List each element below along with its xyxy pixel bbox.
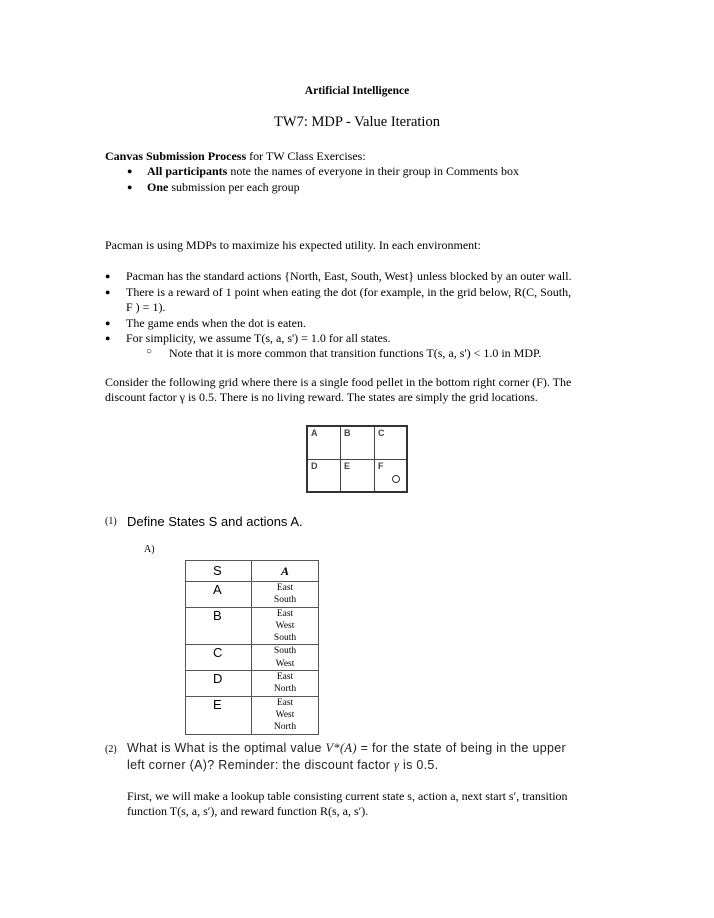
bullet-icon: ●	[105, 271, 111, 281]
action-item: West	[275, 658, 295, 669]
bullet-icon: ●	[105, 333, 111, 343]
gamma-symbol: γ	[394, 758, 400, 772]
bullet-icon: ●	[127, 166, 133, 176]
grid-cell	[308, 460, 341, 492]
grid-cell	[375, 427, 408, 459]
action-item: East	[276, 697, 294, 708]
question-number: (1)	[105, 516, 117, 527]
state-cell: A	[186, 582, 252, 608]
state-cell: E	[186, 696, 252, 734]
assignment-title: TW7: MDP - Value Iteration	[274, 114, 440, 130]
actions-cell	[252, 696, 319, 734]
table-header-s: S	[186, 561, 252, 582]
submission-item-bold: One	[147, 180, 169, 194]
action-item: East	[276, 672, 294, 683]
bullet-icon: ●	[127, 182, 133, 192]
action-item: North	[273, 722, 297, 733]
rule-item: The game ends when the dot is eaten.	[126, 316, 306, 330]
action-item: West	[275, 620, 295, 631]
grid-cell	[375, 460, 408, 492]
grid-cell-label: E	[344, 461, 351, 471]
intro-text: Pacman is using MDPs to maximize his expected utility. In each environment:	[105, 238, 481, 252]
grid-cell	[308, 427, 341, 459]
grid-cell-label: F	[378, 461, 384, 471]
question-number: (2)	[105, 744, 117, 755]
grid-cell-label: A	[311, 428, 318, 438]
rule-item: Pacman has the standard actions {North, East, South, West} unless blocked by an outer wall.	[126, 269, 572, 283]
actions-cell	[252, 671, 319, 697]
actions-cell	[252, 607, 319, 645]
table-row	[186, 671, 319, 697]
states-actions-table	[185, 560, 319, 735]
grid-cell-label: C	[378, 428, 385, 438]
value-function-symbol: V*(A)	[325, 741, 357, 755]
table-row	[186, 696, 319, 734]
bullet-icon: ●	[105, 287, 111, 297]
bullet-icon: ●	[105, 318, 111, 328]
lookup-description-line: First, we will make a lookup table consisting current state s, action a, next start s′, transition	[127, 789, 568, 803]
question-text-part: left corner (A)? Reminder: the discount factor	[127, 758, 394, 772]
answer-label: A)	[144, 544, 155, 555]
action-item: East	[276, 608, 294, 619]
state-cell: B	[186, 607, 252, 645]
grid-cell-label: B	[344, 428, 351, 438]
table-row	[186, 607, 319, 645]
lookup-description-line: function T(s, a, s′), and reward function R(s, a, s′).	[127, 804, 369, 818]
question-text-part: is 0.5.	[399, 758, 439, 772]
rule-item-continued: F ) = 1).	[126, 300, 166, 314]
question-text-part: What is What is the optimal value	[127, 741, 326, 755]
grid-description-line: discount factor γ is 0.5. There is no living reward. The states are simply the grid locations.	[105, 390, 538, 404]
submission-item-bold: All participants	[147, 164, 228, 178]
action-item: South	[273, 595, 297, 606]
question-text	[127, 758, 438, 773]
question-text-part: = for the state of being in the upper	[356, 741, 566, 755]
question-text	[127, 741, 566, 756]
action-item: West	[275, 709, 295, 720]
rule-item: For simplicity, we assume T(s, a, s') = 1.0 for all states.	[126, 331, 391, 345]
submission-item	[147, 164, 519, 178]
action-item: South	[273, 633, 297, 644]
actions-cell	[252, 582, 319, 608]
submission-item	[147, 180, 300, 194]
grid-cell-label: D	[311, 461, 318, 471]
action-item: East	[276, 583, 294, 593]
action-item: South	[273, 646, 297, 657]
pacman-grid-figure	[306, 425, 408, 493]
rule-item: There is a reward of 1 point when eating the dot (for example, in the grid below, R(C, South,	[126, 285, 572, 299]
submission-heading	[105, 149, 366, 163]
submission-item-rest: submission per each group	[168, 180, 300, 194]
course-title: Artificial Intelligence	[304, 85, 410, 97]
action-item: North	[273, 684, 297, 695]
rule-subitem: Note that it is more common that transition functions T(s, a, s') < 1.0 in MDP.	[169, 346, 542, 360]
submission-item-rest: note the names of everyone in their group in Comments box	[227, 164, 519, 178]
table-header-a: A	[252, 561, 319, 582]
question-text: Define States S and actions A.	[127, 514, 303, 529]
grid-description-line: Consider the following grid where there is a single food pellet in the bottom right corner (F). The	[105, 375, 572, 389]
submission-heading-rest: for TW Class Exercises:	[246, 149, 366, 163]
state-cell: D	[186, 671, 252, 697]
food-pellet-icon	[392, 475, 400, 483]
table-header-row	[186, 561, 319, 582]
hollow-bullet-icon: ○	[146, 346, 153, 357]
submission-heading-bold: Canvas Submission Process	[105, 149, 247, 163]
table-row	[186, 582, 319, 608]
grid-cell	[341, 460, 374, 492]
state-cell: C	[186, 645, 252, 671]
actions-cell	[252, 645, 319, 671]
table-row	[186, 645, 319, 671]
grid-cell	[341, 427, 374, 459]
